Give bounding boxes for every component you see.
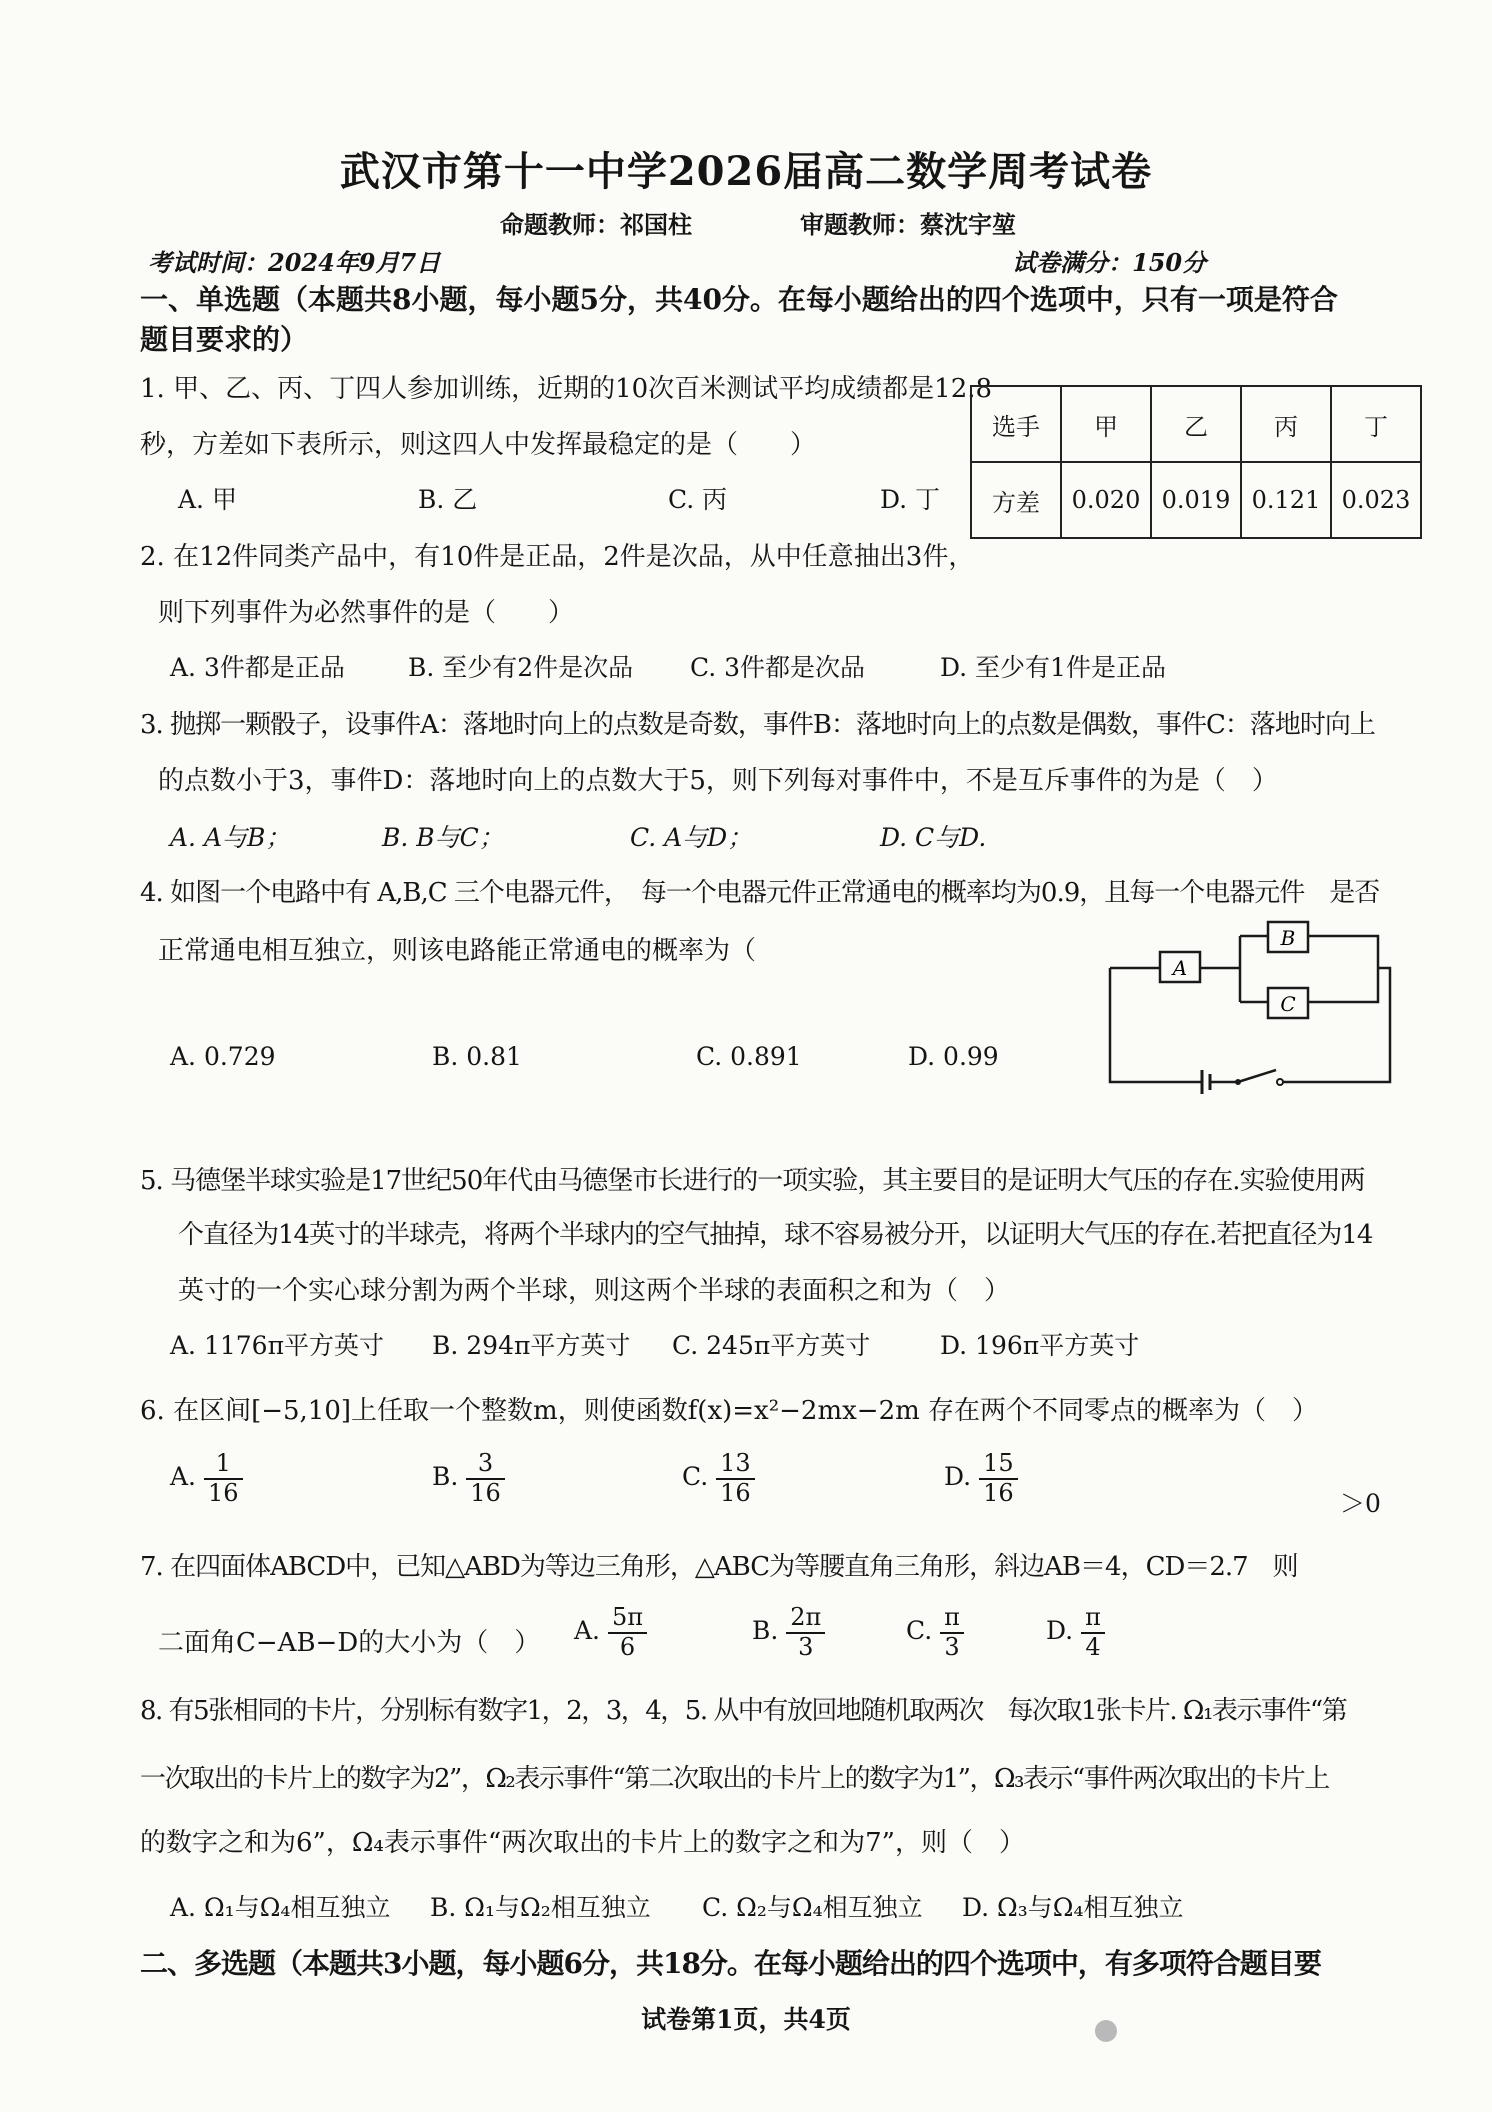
q8-stem-line2: 一次取出的卡片上的数字为2”，Ω₂表示事件“第二次取出的卡片上的数字为1”，Ω₃表示“事件两次取出的卡片上 bbox=[140, 1764, 1329, 1794]
numerator: π bbox=[940, 1604, 964, 1634]
numerator: 3 bbox=[466, 1450, 505, 1480]
q7-stem-line2: 二面角C−AB−D的大小为（ ） bbox=[158, 1628, 541, 1658]
variance-table bbox=[970, 385, 1422, 539]
q8-stem-line1: 8. 有5张相同的卡片，分别标有数字1，2，3，4，5. 从中有放回地随机取两次 每次取1张卡片. Ω₁表示事件“第 bbox=[140, 1696, 1347, 1726]
option-letter: D. bbox=[944, 1462, 972, 1492]
q2-stem-line2: 则下列事件为必然事件的是（ ） bbox=[158, 598, 575, 628]
q6-option-c bbox=[682, 1450, 755, 1507]
switch-contact bbox=[1277, 1079, 1283, 1085]
q5-option-d: D. 196π平方英寸 bbox=[940, 1331, 1140, 1360]
numerator: 2π bbox=[786, 1604, 825, 1634]
numerator: 13 bbox=[716, 1450, 755, 1480]
exam-time: 考试时间：2024年9月7日 bbox=[148, 248, 441, 277]
q6-option-b bbox=[432, 1450, 505, 1507]
q3-option-d: D. C与D. bbox=[880, 823, 987, 852]
denominator: 3 bbox=[798, 1632, 814, 1661]
q5-stem-line2: 个直径为14英寸的半球壳，将两个半球内的空气抽掉，球不容易被分开，以证明大气压的存在.若把直径为14 bbox=[178, 1220, 1373, 1250]
q4-option-b: B. 0.81 bbox=[432, 1042, 522, 1071]
q3-option-a: A. A与B； bbox=[170, 823, 291, 852]
q2-option-a: A. 3件都是正品 bbox=[170, 653, 345, 682]
q2-option-d: D. 至少有1件是正品 bbox=[940, 653, 1166, 682]
q2-stem-line1: 2. 在12件同类产品中，有10件是正品，2件是次品，从中任意抽出3件， bbox=[140, 542, 975, 572]
table-cell: 0.020 bbox=[1061, 462, 1151, 538]
q5-option-c: C. 245π平方英寸 bbox=[672, 1331, 871, 1360]
fraction bbox=[979, 1450, 1018, 1507]
q8-option-a: A. Ω₁与Ω₄相互独立 bbox=[170, 1893, 391, 1922]
q8-option-d: D. Ω₃与Ω₄相互独立 bbox=[962, 1893, 1184, 1922]
q5-option-a: A. 1176π平方英寸 bbox=[170, 1331, 385, 1360]
section1-heading-line1: 一、单选题（本题共8小题，每小题5分，共40分。在每小题给出的四个选项中，只有一项是符合 bbox=[140, 283, 1338, 316]
option-letter: C. bbox=[906, 1616, 933, 1646]
q8-option-b: B. Ω₁与Ω₂相互独立 bbox=[430, 1893, 651, 1922]
reviewer-teacher: 审题教师：蔡沈宇堃 bbox=[800, 210, 1016, 239]
q3-stem-line2: 的点数小于3，事件D：落地时向上的点数大于5，则下列每对事件中，不是互斥事件的为是（ ） bbox=[158, 766, 1278, 796]
fraction bbox=[204, 1450, 243, 1507]
option-letter: D. bbox=[1046, 1616, 1074, 1646]
option-letter: C. bbox=[682, 1462, 709, 1492]
switch-contact bbox=[1235, 1079, 1241, 1085]
denominator: 6 bbox=[619, 1632, 636, 1661]
q8-stem-line3: 的数字之和为6”，Ω₄表示事件“两次取出的卡片上的数字之和为7”，则（ ） bbox=[140, 1828, 1025, 1858]
circuit-diagram bbox=[1100, 910, 1400, 1100]
fraction bbox=[716, 1450, 755, 1507]
q1-option-d: D. 丁 bbox=[880, 485, 941, 514]
q8-option-c: C. Ω₂与Ω₄相互独立 bbox=[702, 1893, 923, 1922]
table-cell: 0.121 bbox=[1241, 462, 1331, 538]
denominator: 16 bbox=[720, 1478, 751, 1507]
option-letter: A. bbox=[574, 1616, 601, 1646]
numerator: 15 bbox=[979, 1450, 1018, 1480]
page-title: 武汉市第十一中学2026届高二数学周考试卷 bbox=[339, 148, 1153, 195]
denominator: 16 bbox=[983, 1478, 1014, 1507]
component-c-label: C bbox=[1280, 992, 1296, 1016]
component-b-label: B bbox=[1280, 926, 1296, 950]
q6-stem: 6. 在区间[−5,10]上任取一个整数m，则使函数f(x)=x²−2mx−2m 存在两个不同零点的概率为（ ） bbox=[140, 1396, 1319, 1426]
watermark-logo-icon bbox=[1095, 2020, 1117, 2042]
q2-option-c: C. 3件都是次品 bbox=[690, 653, 866, 682]
q7-option-a bbox=[574, 1604, 647, 1661]
option-letter: B. bbox=[752, 1616, 779, 1646]
option-letter: B. bbox=[432, 1462, 459, 1492]
q1-option-c: C. 丙 bbox=[668, 485, 728, 514]
numerator: π bbox=[1081, 1604, 1105, 1634]
q1-option-b: B. 乙 bbox=[418, 485, 478, 514]
q7-option-b bbox=[752, 1604, 825, 1661]
denominator: 4 bbox=[1085, 1632, 1101, 1661]
circuit-wire bbox=[1280, 968, 1390, 1082]
setter-teacher: 命题教师：祁国柱 bbox=[500, 210, 692, 239]
q3-stem-line1: 3. 抛掷一颗骰子，设事件A：落地时向上的点数是奇数，事件B：落地时向上的点数是偶数，事件C：落地时向上 bbox=[140, 710, 1375, 740]
fraction bbox=[940, 1604, 964, 1661]
circuit-wire bbox=[1240, 936, 1268, 1002]
q4-option-a: A. 0.729 bbox=[170, 1042, 276, 1071]
section2-heading: 二、多选题（本题共3小题，每小题6分，共18分。在每小题给出的四个选项中，有多项符合题目要 bbox=[140, 1947, 1321, 1980]
denominator: 16 bbox=[470, 1478, 501, 1507]
table-cell: 乙 bbox=[1151, 386, 1241, 462]
variance-table-header-row bbox=[971, 386, 1421, 462]
handwritten-margin-note: ＞0 bbox=[1340, 1489, 1381, 1518]
table-cell: 丁 bbox=[1331, 386, 1421, 462]
q5-option-b: B. 294π平方英寸 bbox=[432, 1331, 631, 1360]
denominator: 16 bbox=[207, 1478, 239, 1507]
q4-option-d: D. 0.99 bbox=[908, 1042, 999, 1071]
table-cell: 0.023 bbox=[1331, 462, 1421, 538]
q3-option-b: B. B与C； bbox=[382, 823, 504, 852]
circuit-switch bbox=[1238, 1070, 1276, 1082]
table-cell: 丙 bbox=[1241, 386, 1331, 462]
full-score: 试卷满分：150分 bbox=[1012, 248, 1207, 277]
q3-option-c: C. A与D； bbox=[630, 823, 753, 852]
q5-stem-line1: 5. 马德堡半球实验是17世纪50年代由马德堡市长进行的一项实验，其主要目的是证明大气压的存在.实验使用两 bbox=[140, 1166, 1365, 1196]
numerator: 1 bbox=[204, 1450, 243, 1480]
fraction bbox=[1081, 1604, 1105, 1661]
q5-stem-line3: 英寸的一个实心球分割为两个半球，则这两个半球的表面积之和为（ ） bbox=[178, 1276, 1011, 1306]
circuit-wire bbox=[1110, 968, 1202, 1082]
page-number: 试卷第1页，共4页 bbox=[641, 2005, 851, 2034]
q1-stem-line2: 秒，方差如下表所示，则这四人中发挥最稳定的是（ ） bbox=[140, 430, 817, 460]
table-cell: 选手 bbox=[971, 386, 1061, 462]
q7-option-d bbox=[1046, 1604, 1105, 1661]
q4-stem-line2: 正常通电相互独立，则该电路能正常通电的概率为（ bbox=[158, 936, 757, 966]
option-letter: A. bbox=[170, 1462, 197, 1492]
fraction bbox=[466, 1450, 505, 1507]
q4-option-c: C. 0.891 bbox=[696, 1042, 802, 1071]
section1-heading-line2: 题目要求的） bbox=[140, 323, 309, 356]
q6-option-a bbox=[170, 1450, 243, 1507]
q1-stem-line1: 1. 甲、乙、丙、丁四人参加训练，近期的10次百米测试平均成绩都是12.8 bbox=[140, 374, 993, 404]
denominator: 3 bbox=[944, 1632, 960, 1661]
component-a-label: A bbox=[1172, 956, 1188, 980]
q4-stem-line1: 4. 如图一个电路中有 A,B,C 三个电器元件， 每一个电器元件正常通电的概率均为0.9，且每一个电器元件 是否 bbox=[140, 878, 1380, 908]
q2-option-b: B. 至少有2件是次品 bbox=[408, 653, 634, 682]
q7-option-c bbox=[906, 1604, 964, 1661]
circuit-wire bbox=[1308, 936, 1378, 1002]
table-cell: 0.019 bbox=[1151, 462, 1241, 538]
table-cell: 方差 bbox=[971, 462, 1061, 538]
fraction bbox=[608, 1604, 647, 1661]
fraction bbox=[786, 1604, 825, 1661]
table-cell: 甲 bbox=[1061, 386, 1151, 462]
q1-option-a: A. 甲 bbox=[178, 485, 237, 514]
numerator: 5π bbox=[608, 1604, 647, 1634]
variance-table-value-row bbox=[971, 462, 1421, 538]
q6-option-d bbox=[944, 1450, 1018, 1507]
q7-stem-line1: 7. 在四面体ABCD中，已知△ABD为等边三角形，△ABC为等腰直角三角形，斜边AB＝4，CD＝2.7 则 bbox=[140, 1552, 1298, 1582]
